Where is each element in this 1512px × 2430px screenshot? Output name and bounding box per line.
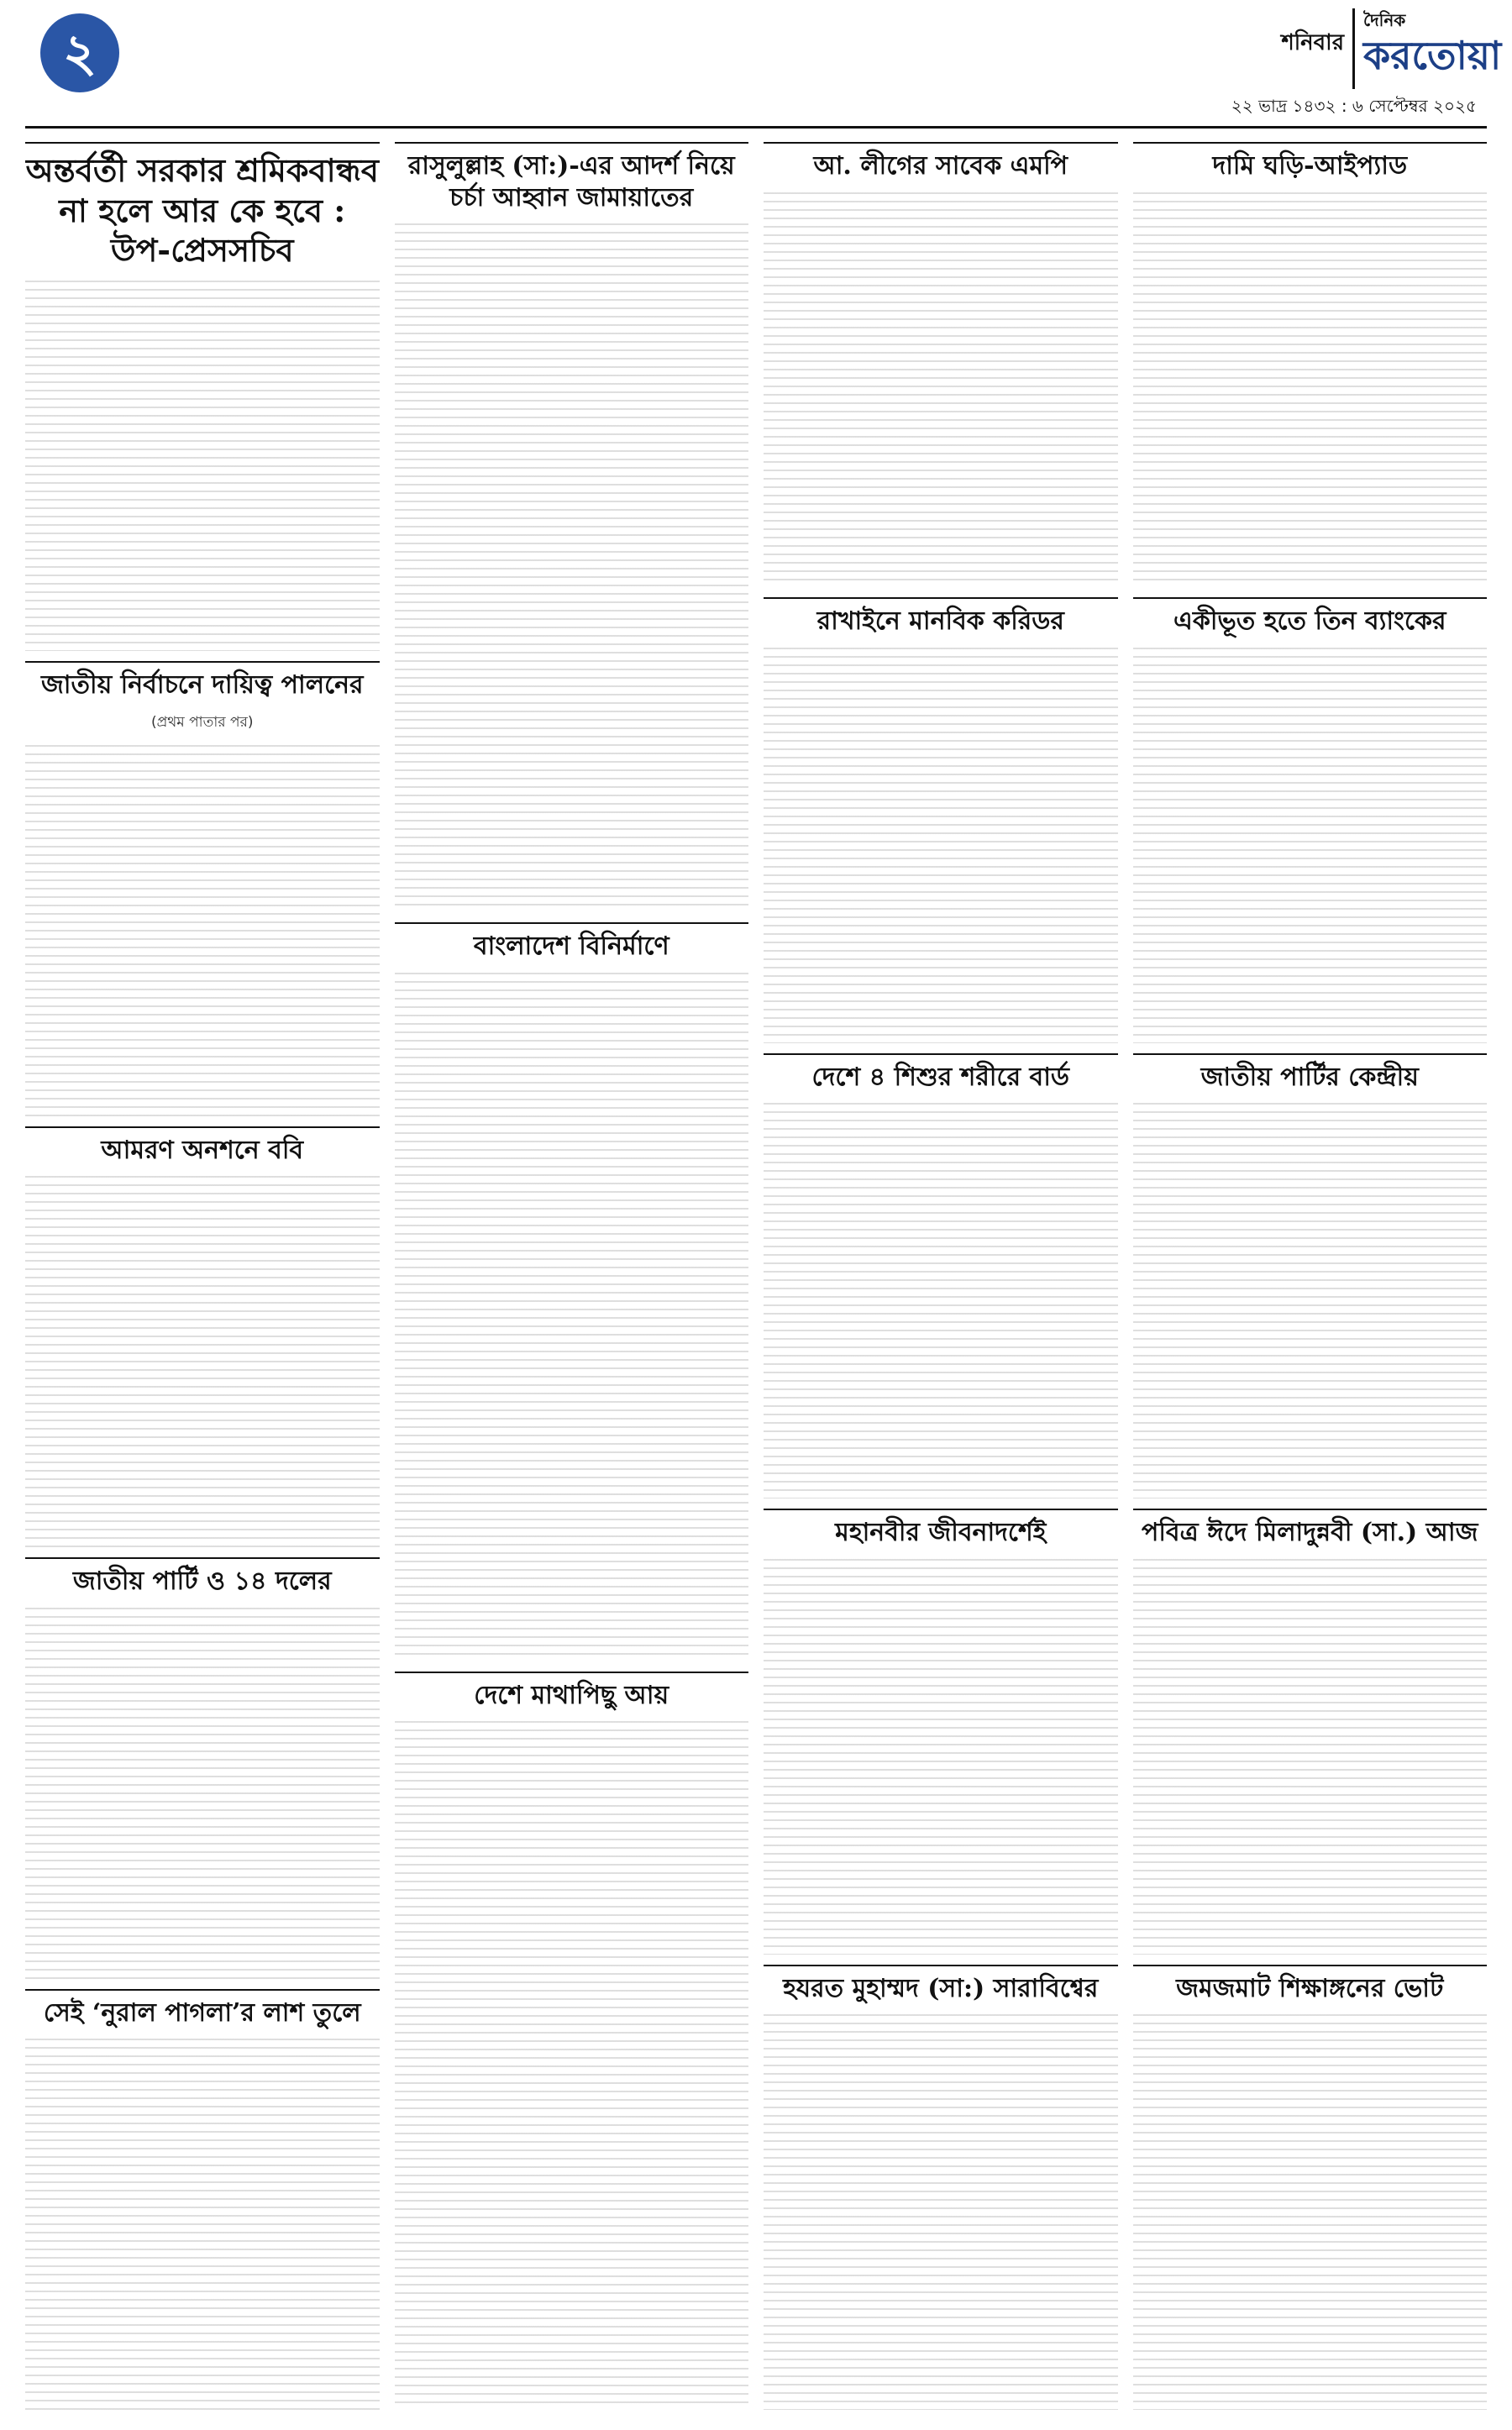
column-2: [395, 142, 749, 2410]
headline-3: আ. লীগের সাবেক এমপি: [764, 142, 1118, 182]
article-body: [25, 1608, 380, 1979]
article-body: [764, 1559, 1118, 1955]
headline-14: জাতীয় পার্টি ও ১৪ দলের: [25, 1557, 380, 1598]
article-body: [395, 1721, 749, 2410]
article-body: [764, 1103, 1118, 1498]
article-body: [764, 648, 1118, 1043]
article-body: [25, 2039, 380, 2410]
column-4: [1133, 142, 1488, 2410]
article-body: [1133, 1559, 1488, 1955]
logo-prefix: দৈনিক: [1363, 10, 1406, 30]
column-1: [25, 142, 380, 2410]
article-body: [25, 281, 380, 652]
headline-10: দেশে মাথাপিছু আয়: [395, 1672, 749, 1712]
headline-13: আমরণ অনশনে ববি: [25, 1126, 380, 1167]
article-body: [764, 192, 1118, 588]
headline-1: অন্তর্বর্তী সরকার শ্রমিকবান্ধব না হলে আর কে হবে : উপ-প্রেসসচিব: [25, 142, 380, 270]
article-body: [395, 223, 749, 912]
headline-2: রাসুলুল্লাহ (সা:)-এর আদর্শ নিয়ে চর্চা আহ্বান জামায়াতের: [395, 142, 749, 213]
headline-7: রাখাইনে মানবিক করিডর: [764, 597, 1118, 638]
article-body: [395, 973, 749, 1661]
article-body: [25, 745, 380, 1116]
article-body: [25, 1176, 380, 1547]
page-number: ২: [40, 13, 119, 92]
headline-8: জাতীয় পার্টির কেন্দ্রীয়: [1133, 1053, 1488, 1094]
logo-title: করতোয়া: [1363, 33, 1502, 78]
headline-4: দামি ঘড়ি-আইপ্যাড: [1133, 142, 1488, 182]
article-body: [1133, 192, 1488, 588]
newspaper-logo: [1352, 8, 1502, 89]
column-3: [764, 142, 1118, 2410]
article-columns: [25, 142, 1487, 2410]
day-name: শনিবার: [1281, 30, 1344, 55]
headline-6: জাতীয় নির্বাচনে দায়িত্ব পালনের: [25, 661, 380, 701]
headline-17: সেই ‘নুরাল পাগলা’র লাশ তুলে: [25, 1989, 380, 2029]
dateline: ২২ ভাদ্র ১৪৩২ : ৬ সেপ্টেম্বর ২০২৫: [1231, 96, 1477, 116]
headline-5: একীভূত হতে তিন ব্যাংকের: [1133, 597, 1488, 638]
headline-16: জমজমাট শিক্ষাঙ্গনের ভোট: [1133, 1965, 1488, 2005]
headline-11: দেশে ৪ শিশুর শরীরে বার্ড: [764, 1053, 1118, 1094]
article-body: [1133, 2014, 1488, 2410]
headline-18: হযরত মুহাম্মদ (সা:) সারাবিশ্বের: [764, 1965, 1118, 2005]
article-body: [1133, 1103, 1488, 1498]
masthead: [25, 0, 1502, 129]
headline-9: বাংলাদেশ বিনির্মাণে: [395, 922, 749, 963]
article-body: [1133, 648, 1488, 1043]
headline-12: পবিত্র ঈদে মিলাদুন্নবী (সা.) আজ: [1133, 1509, 1488, 1549]
article-body: [764, 2014, 1118, 2410]
headline-15: মহানবীর জীবনাদর্শেই: [764, 1509, 1118, 1549]
continued-label: (প্রথম পাতার পর): [150, 713, 254, 731]
